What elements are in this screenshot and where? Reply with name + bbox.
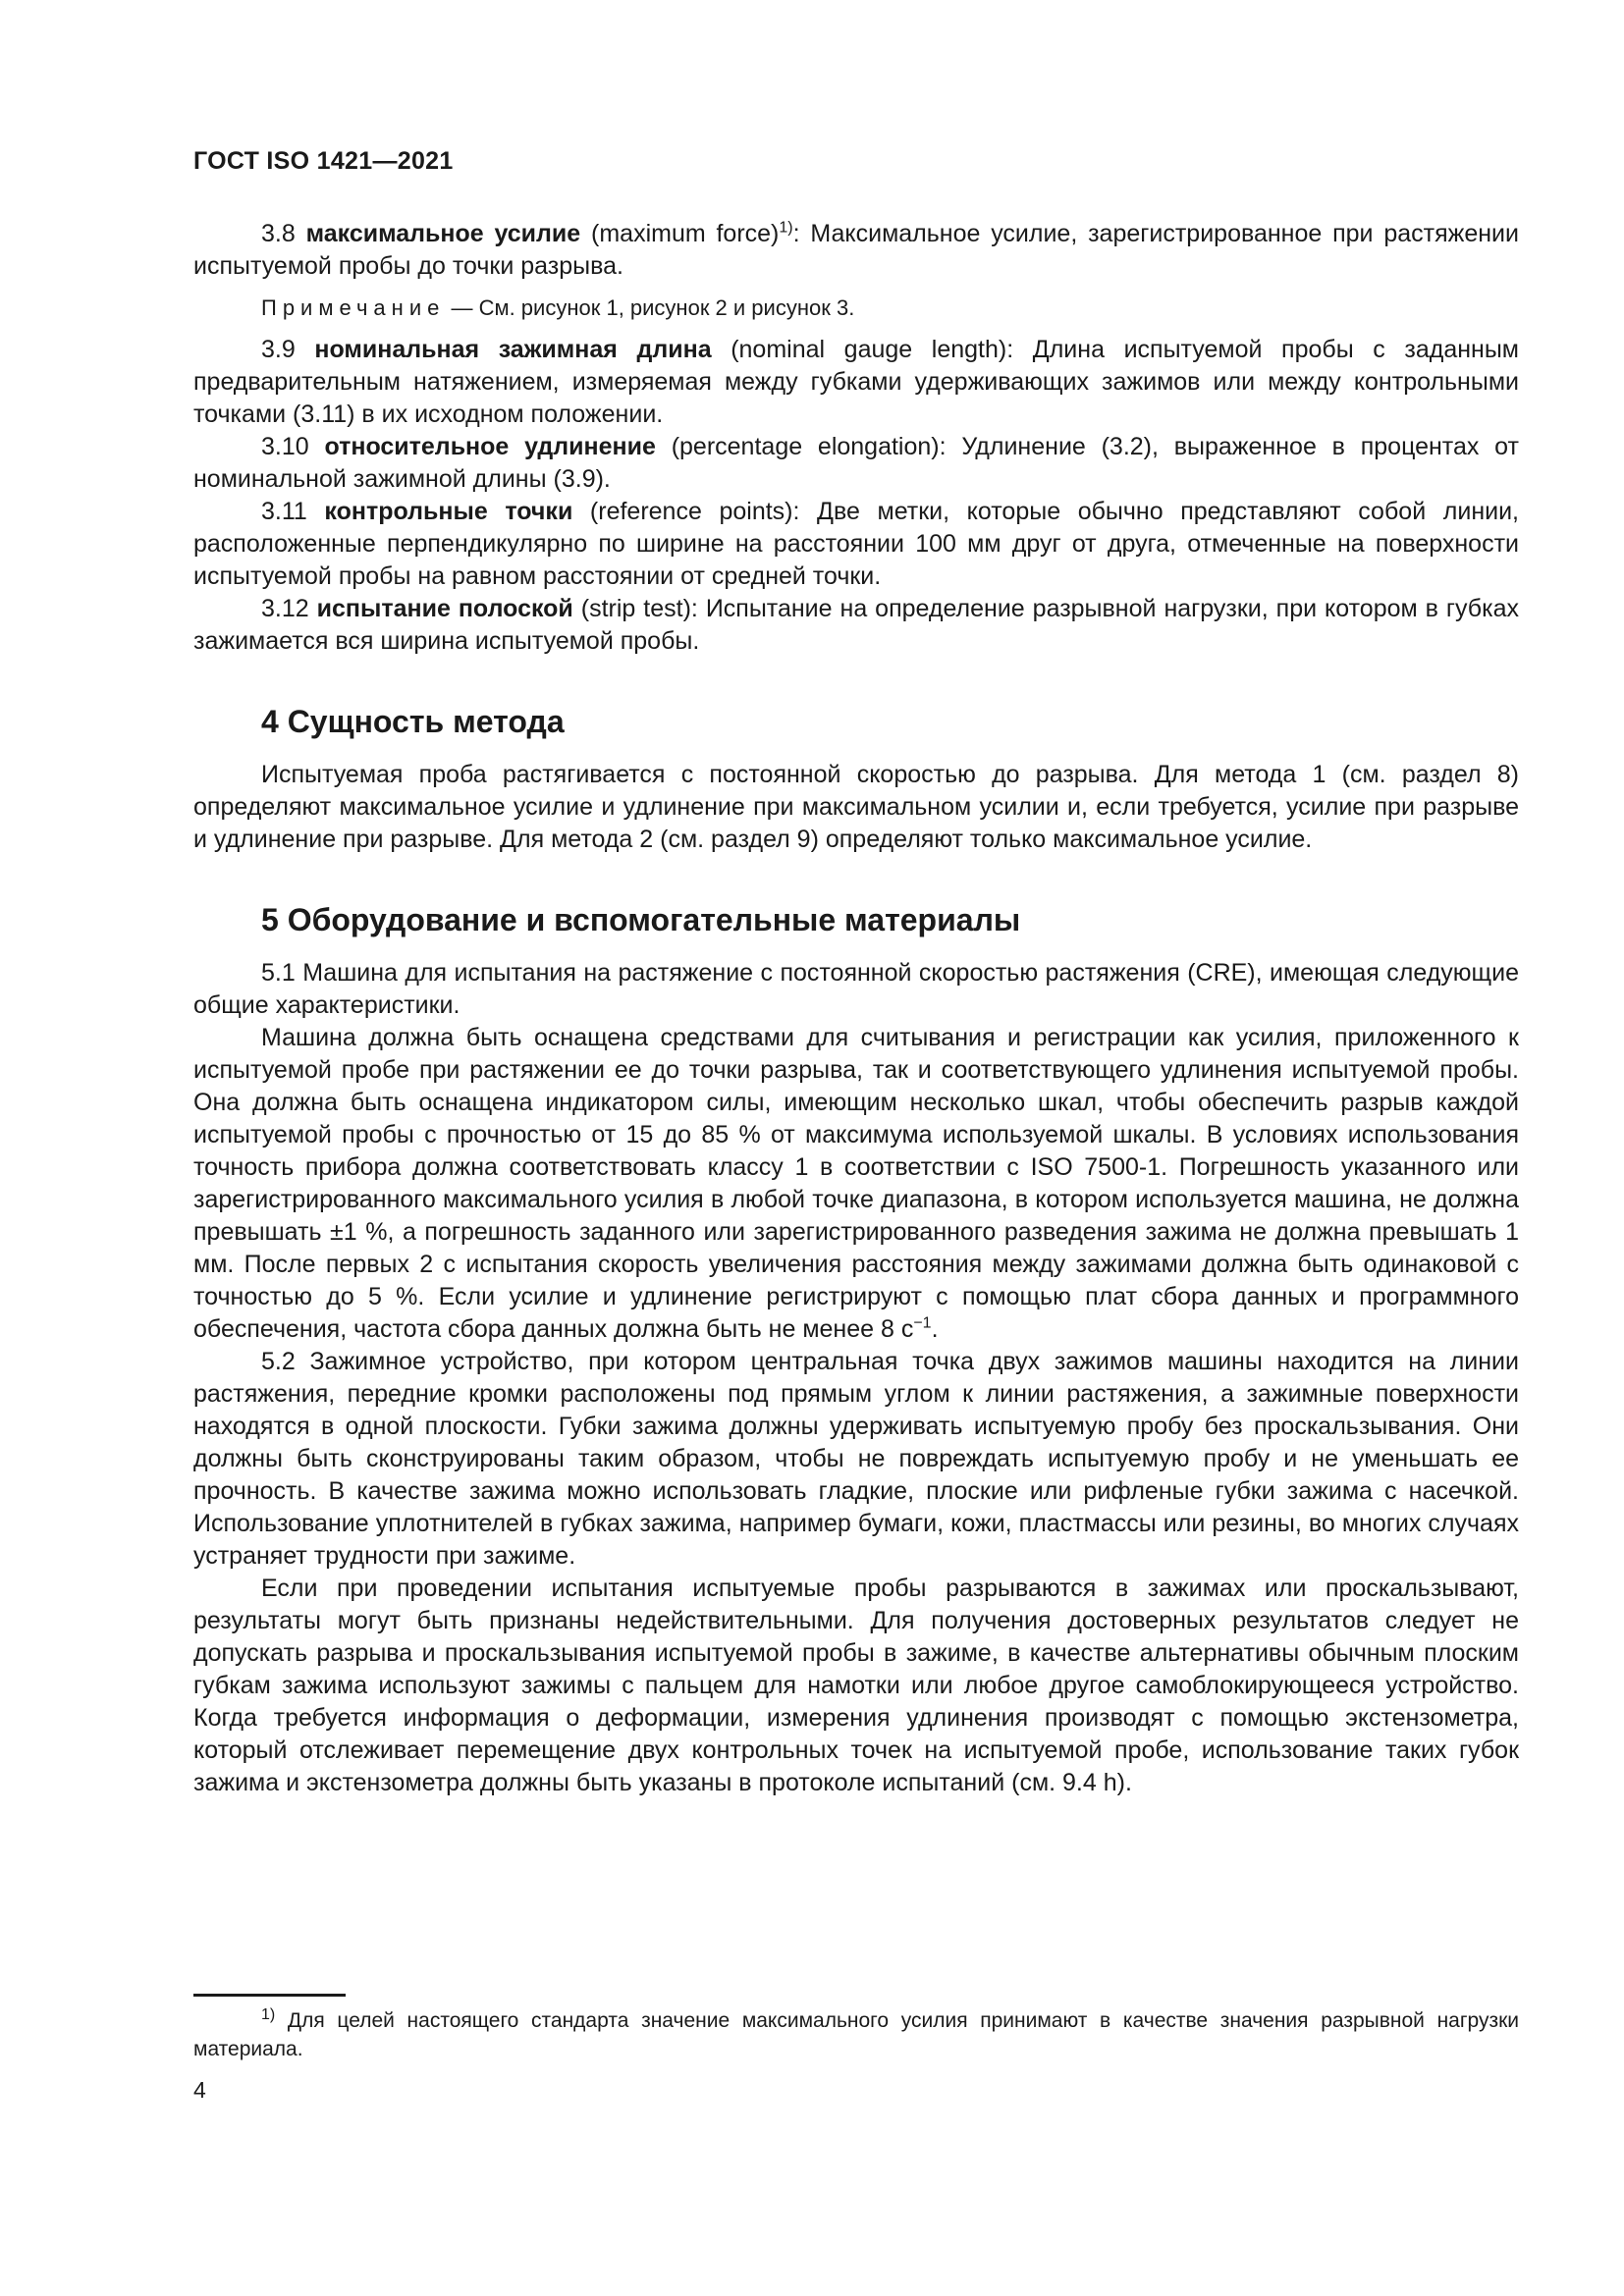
clause-3-11: 3.11 контрольные точки (reference points): Две метки, которые обычно представляют собой линии, расположенные перпендикулярно по ширине на расстоянии 100 мм друг от друга, отмеченные на поверхности испытуемой пробы на равном расстоянии от средней точки. [193,498,1519,590]
clause-3-12: 3.12 испытание полоской (strip test): Испытание на определение разрывной нагрузки, при котором в губках зажимается вся ширина испытуемой пробы. [193,595,1519,655]
note-3-8: Примечание — См. рисунок 1, рисунок 2 и рисунок 3. [261,295,855,320]
section-4-heading: 4 Сущность метода [261,704,565,739]
footnote-divider [193,1994,346,1997]
term-nominal-gauge-length: номинальная зажимная длина [314,336,712,363]
term-percentage-elongation: относительное удлинение [324,433,656,460]
footnote: $^{1)}$ Для целей настоящего стандарта значение максимального усилия принимают в качестве значения разрывной нагрузки материала. [193,2006,1519,2060]
section-4-paragraph: Испытуемая проба растягивается с постоянной скоростью до разрыва. Для метода 1 (см. раздел 8) определяют максимальное усилие и удлинение при максимальном усилии и, если требуется, усилие при разрыве и удлинение при разрыве. Для метода 2 (см. раздел 9) определяют только максимальное усилие. [193,761,1519,853]
term-strip-test: испытание полоской [316,595,573,622]
clause-3-10: 3.10 относительное удлинение (percentage elongation): Удлинение (3.2), выраженное в процентах от номинальной зажимной длины (3.9). [193,433,1519,493]
footnote-ref[interactable]: 1) [779,219,793,237]
footnote-marker: 1) [261,2006,276,2023]
page-number: 4 [193,2077,206,2103]
document-header: ГОСТ ISO 1421—2021 [193,147,454,175]
term-maximum-force: максимальное усилие [305,220,581,247]
clause-3-8: 3.8 максимальное усилие (maximum force)$^{1)}$: Максимальное усилие, зарегистрированное при растяжении испытуемой пробы до точки разрыва. [193,219,1519,280]
clause-5-1: 5.1 Машина для испытания на растяжение с постоянной скоростью растяжения (CRE), имеющая следующие общие характеристики. [193,959,1519,1019]
section-5-heading: 5 Оборудование и вспомогательные материалы [261,902,1021,937]
document-body [193,218,1519,1799]
note-label: Примечание [261,295,446,320]
term-reference-points: контрольные точки [324,498,573,525]
clause-3-9: 3.9 номинальная зажимная длина (nominal gauge length): Длина испытуемой пробы с заданным предварительным натяжением, измеряемая между губками удерживающих зажимов или между контрольными точками (3.11) в их исходном положении. [193,336,1519,428]
clause-5-1-requirements: Машина должна быть оснащена средствами для считывания и регистрации как усилия, приложенного к испытуемой пробе при растяжении ее до точки разрыва, так и соответствующего удлинения испытуемой пробы. Она должна быть оснащена индикатором силы, имеющим несколько шкал, чтобы обеспечить разрыв каждой испытуемой пробы с прочностью от 15 до 85 % от максимума используемой шкалы. В условиях использования точность прибора должна соответствовать классу 1 в соответствии с ISO 7500-1. Погрешность указанного или зарегистрированного максимального усилия в любой точке диапазона, в котором используется машина, не должна превышать ±1 %, а погрешность заданного или зарегистрированного разведения зажима не должна превышать 1 мм. После первых 2 с испытания скорость увеличения расстояния между зажимами должна быть одинаковой с точностью до 5 %. Если усилие и удлинение регистрируют с помощью плат сбора данных и программного обеспечения, частота сбора данных должна быть не менее 8 $с^{-1}$. [193,1024,1519,1343]
clause-5-2-continued: Если при проведении испытания испытуемые пробы разрываются в зажимах или проскальзывают, результаты могут быть признаны недействительными. Для получения достоверных результатов следует не допускать разрыва и проскальзывания испытуемой пробы в зажиме, в качестве альтернативы обычным плоским губкам зажима используют зажимы с пальцем для намотки или любое другое самоблокирующееся устройство. Когда требуется информация о деформации, измерения удлинения производят с помощью экстензометра, который отслеживает перемещение двух контрольных точек на испытуемой пробе, использование таких губок зажима и экстензометра должны быть указаны в протоколе испытаний (см. 9.4 h). [193,1575,1519,1796]
clause-5-2: 5.2 Зажимное устройство, при котором центральная точка двух зажимов машины находится на линии растяжения, передние кромки расположены под прямым углом к линии растяжения, а зажимные поверхности находятся в одной плоскости. Губки зажима должны удерживать испытуемую пробу без проскальзывания. Они должны быть сконструированы таким образом, чтобы не повреждать испытуемую пробу и не уменьшать ее прочность. В качестве зажима можно использовать гладкие, плоские или рифленые губки зажима с насечкой. Использование уплотнителей в губках зажима, например бумаги, кожи, пластмассы или резины, во многих случаях устраняет трудности при зажиме. [193,1348,1519,1570]
